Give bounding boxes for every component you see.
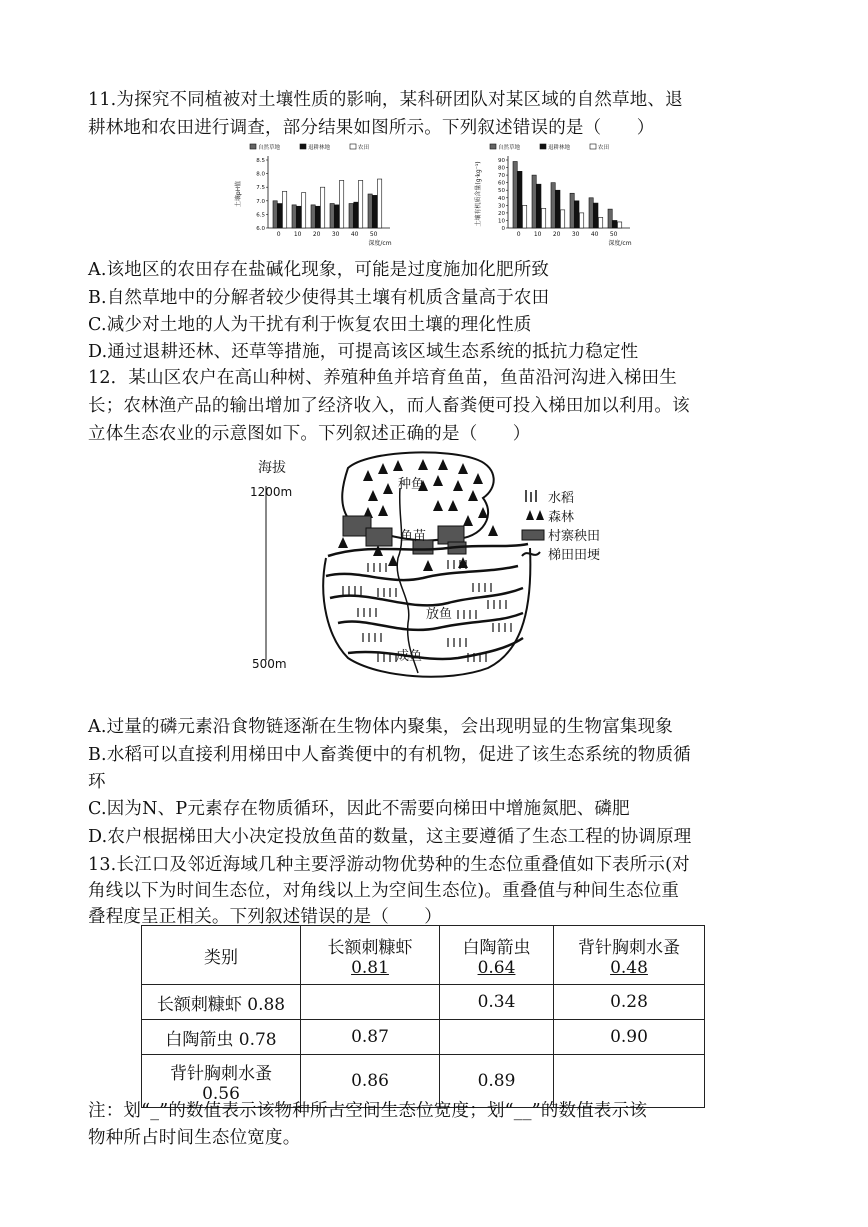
bar-2 — [297, 206, 301, 228]
tree-icon — [458, 463, 468, 474]
q12-option-b-cont: 环 — [88, 772, 106, 792]
tree-icon — [363, 470, 373, 481]
terrace-ecosystem-diagram — [248, 448, 688, 698]
bar-2 — [354, 202, 358, 228]
tree-icon — [368, 490, 378, 501]
bar-3 — [542, 208, 546, 228]
bar-3 — [523, 205, 527, 228]
tree-icon — [338, 537, 348, 548]
y-tick-label: 10 — [498, 218, 505, 225]
bar-3 — [618, 222, 622, 228]
table-row: 背针胸刺水蚤 0.56 0.86 0.89 — [142, 1055, 705, 1108]
tree-icon — [378, 505, 388, 516]
legend-village-icon — [522, 530, 544, 540]
q13-stem-line3: 叠程度呈正相关。下列叙述错误的是（ ） — [88, 907, 442, 927]
y-tick-label: 7.5 — [256, 185, 265, 192]
bar-2 — [316, 206, 320, 228]
bar-2 — [373, 195, 377, 228]
q12-stem-line2: 长；农林渔产品的输出增加了经济收入，而人畜粪便可投入梯田加以利用。该 — [88, 396, 690, 416]
y-tick-label: 6.5 — [256, 212, 265, 219]
bar-3 — [340, 180, 344, 228]
bar-2 — [518, 171, 522, 228]
legend-swatch — [250, 144, 256, 149]
bar-1 — [551, 183, 555, 228]
y-tick-label: 40 — [498, 195, 505, 202]
bar-1 — [608, 209, 612, 228]
legend-swatch — [590, 144, 596, 149]
q12-option-d: D.农户根据梯田大小决定投放鱼苗的数量，这主要遵循了生态工程的协调原理 — [88, 827, 692, 847]
q13-stem-line1: 13.长江口及邻近海域几种主要浮游动物优势种的生态位重叠值如下表所示(对 — [88, 855, 690, 875]
bar-1 — [330, 204, 334, 228]
bar-1 — [292, 205, 296, 228]
tree-icon — [448, 500, 458, 511]
tree-icon — [468, 490, 478, 501]
tree-icon — [378, 463, 388, 474]
legend-swatch — [350, 144, 356, 149]
y-tick-label: 60 — [498, 180, 505, 187]
bar-1 — [311, 205, 315, 228]
bar-1 — [570, 193, 574, 228]
bar-2 — [575, 201, 579, 228]
table-header-col: 背针胸刺水蚤 0.48 — [554, 926, 705, 985]
bar-3 — [359, 180, 363, 228]
legend-village: 村寨秧田 — [548, 529, 601, 544]
q11-option-a: A.该地区的农田存在盐碱化现象，可能是过度施加化肥所致 — [88, 260, 550, 280]
y-tick-label: 7.0 — [256, 198, 265, 205]
label-fangyu: 放鱼 — [426, 607, 453, 622]
table-row: 长额刺糠虾 0.88 0.34 0.28 — [142, 985, 705, 1020]
x-tick-label: 10 — [533, 231, 542, 238]
tree-icon — [488, 525, 498, 536]
bar-2 — [613, 220, 617, 228]
bar-2 — [556, 190, 560, 228]
bar-3 — [378, 179, 382, 228]
legend-rice: 水稻 — [548, 491, 575, 506]
x-axis-label: 深度/cm — [608, 240, 632, 247]
y-tick-label: 80 — [498, 165, 505, 172]
x-tick-label: 30 — [571, 231, 580, 238]
tree-icon — [383, 483, 393, 494]
bar-1 — [589, 198, 593, 228]
y-tick-label: 50 — [498, 188, 505, 195]
village-block — [366, 528, 392, 546]
soil-organic-matter-chart — [470, 140, 640, 250]
x-tick-label: 0 — [276, 231, 281, 238]
x-tick-label: 40 — [590, 231, 599, 238]
y-tick-label: 0 — [501, 226, 505, 232]
y-tick-label: 70 — [498, 173, 505, 180]
legend-label: 自然草地 — [498, 145, 521, 151]
y-tick-label: 8.5 — [256, 158, 265, 164]
bar-1 — [368, 194, 372, 228]
x-tick-label: 40 — [350, 231, 359, 238]
y-tick-label: 8.0 — [256, 171, 265, 178]
q11-stem-line2: 耕林地和农田进行调查，部分结果如图所示。下列叙述错误的是（ ） — [88, 118, 655, 138]
legend-forest: 森林 — [548, 510, 575, 525]
table-row: 白陶箭虫 0.78 0.87 0.90 — [142, 1020, 705, 1055]
table-header-row — [142, 926, 705, 985]
bar-3 — [561, 210, 565, 228]
altitude-bottom: 500m — [252, 657, 287, 671]
legend-label: 农田 — [358, 145, 370, 151]
bar-3 — [321, 187, 325, 228]
q13-stem-line2: 角线以下为时间生态位，对角线以上为空间生态位)。重叠值与种间生态位重 — [88, 881, 680, 901]
tree-icon — [418, 459, 428, 470]
legend-rice-icon — [526, 490, 536, 502]
y-tick-label: 6.0 — [256, 226, 265, 232]
x-tick-label: 0 — [516, 231, 521, 238]
soil-ph-chart — [230, 140, 400, 250]
bar-1 — [349, 204, 353, 228]
y-tick-label: 20 — [498, 210, 505, 217]
q11-option-b: B.自然草地中的分解者较少使得其土壤有机质含量高于农田 — [88, 288, 550, 308]
x-tick-label: 10 — [293, 231, 302, 238]
tree-icon — [478, 507, 488, 518]
q12-stem-line1: 12．某山区农户在高山种树、养殖种鱼并培育鱼苗，鱼苗沿河沟进入梯田生 — [88, 368, 678, 388]
tree-icon — [438, 459, 448, 470]
x-axis-label: 深度/cm — [368, 240, 392, 247]
diagram-legend — [522, 490, 600, 563]
label-chengyu: 成鱼 — [396, 649, 423, 664]
x-tick-label: 50 — [609, 231, 618, 238]
bar-3 — [302, 193, 306, 228]
bar-1 — [532, 175, 536, 228]
altitude-top: 1200m — [250, 485, 293, 499]
terrace-ridge — [348, 638, 523, 659]
table-header-col: 长额刺糠虾 0.81 — [301, 926, 440, 985]
bar-3 — [283, 191, 287, 228]
tree-icon — [433, 500, 443, 511]
y-axis-label: 土壤pH值 — [235, 180, 242, 208]
bar-3 — [580, 213, 584, 228]
q12-option-b: B.水稻可以直接利用梯田中人畜粪便中的有机物，促进了该生态系统的物质循 — [88, 745, 691, 765]
bar-1 — [513, 162, 517, 228]
legend-swatch — [540, 144, 546, 149]
q13-note-line1: 注：划“_”的数值表示该物种所占空间生态位宽度；划“__”的数值表示该 — [88, 1101, 648, 1121]
tree-icon — [473, 473, 483, 484]
tree-icon — [453, 480, 463, 491]
q12-stem-line3: 立体生态农业的示意图如下。下列叙述正确的是（ ） — [88, 424, 531, 444]
tree-icon — [393, 460, 403, 471]
bar-1 — [273, 201, 277, 228]
bar-2 — [594, 203, 598, 228]
village-block — [438, 526, 464, 544]
tree-icon — [433, 475, 443, 486]
q11-stem-line1: 11.为探究不同植被对土壤性质的影响，某科研团队对某区域的自然草地、退 — [88, 90, 683, 110]
label-yumiao: 鱼苗 — [400, 529, 427, 544]
terrace-ridge — [326, 566, 518, 580]
legend-label: 退耕林地 — [548, 145, 571, 151]
bar-3 — [599, 217, 603, 228]
x-tick-label: 30 — [331, 231, 340, 238]
altitude-label: 海拔 — [258, 460, 286, 476]
legend-swatch — [300, 144, 306, 149]
q11-option-c: C.减少对土地的人为干扰有利于恢复农田土壤的理化性质 — [88, 315, 532, 335]
tree-icon — [463, 515, 473, 526]
legend-label: 农田 — [598, 145, 610, 151]
x-tick-label: 20 — [312, 231, 321, 238]
q12-option-a: A.过量的磷元素沿食物链逐渐在生物体内聚集，会出现明显的生物富集现象 — [88, 717, 673, 737]
bar-2 — [537, 184, 541, 228]
legend-label: 退耕林地 — [308, 145, 331, 151]
bar-2 — [278, 204, 282, 228]
y-axis-label: 土壤有机质含量(g·kg⁻¹) — [475, 161, 482, 227]
y-tick-label: 30 — [498, 203, 505, 210]
table-header-col: 白陶箭虫 0.64 — [440, 926, 554, 985]
legend-label: 自然草地 — [258, 145, 281, 151]
table-header-category: 类别 — [142, 926, 301, 985]
legend-ridge: 梯田田埂 — [548, 548, 601, 563]
tree-icon — [423, 560, 433, 571]
niche-overlap-table — [141, 925, 705, 1108]
legend-swatch — [490, 144, 496, 149]
tree-icon — [373, 545, 383, 556]
label-zhongyu: 种鱼 — [398, 477, 425, 492]
q11-option-d: D.通过退耕还林、还草等措施，可提高该区域生态系统的抵抗力稳定性 — [88, 342, 639, 362]
y-tick-label: 90 — [498, 158, 505, 164]
x-tick-label: 20 — [552, 231, 561, 238]
q13-note-line2: 物种所占时间生态位宽度。 — [88, 1128, 301, 1148]
q12-option-c: C.因为N、P元素存在物质循环，因此不需要向梯田中增施氮肥、磷肥 — [88, 799, 630, 819]
legend-forest-icon — [526, 510, 544, 520]
x-tick-label: 50 — [369, 231, 378, 238]
bar-2 — [335, 205, 339, 228]
